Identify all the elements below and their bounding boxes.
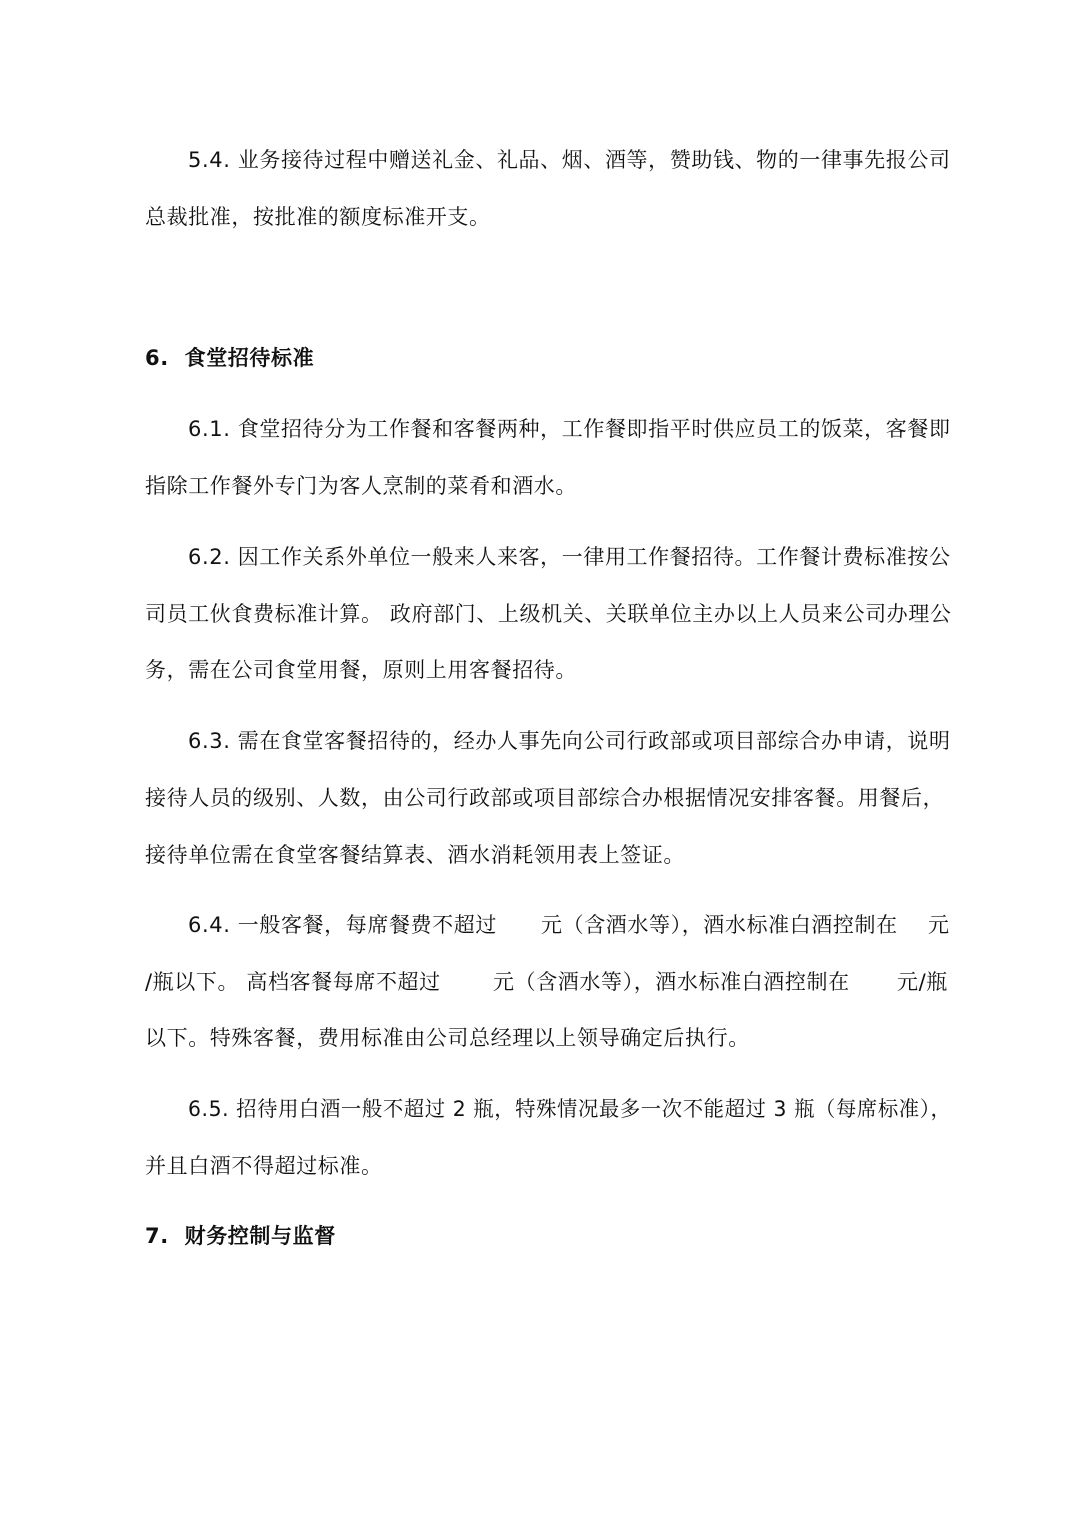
- para-6-5-line-2: 并且白酒不得超过标准。: [145, 1154, 383, 1178]
- para-6-2-line-3: 务，需在公司食堂用餐，原则上用客餐招待。: [145, 658, 577, 682]
- para-6-5-line-1: 6.5. 招待用白酒一般不超过 2 瓶，特殊情况最多一次不能超过 3 瓶（每席标准），: [188, 1097, 952, 1121]
- para-6-4-line-2b: 元（含酒水等），酒水标准白酒控制在: [493, 970, 850, 994]
- para-5-4-line-1: 5.4. 业务接待过程中赠送礼金、礼品、烟、酒等，赞助钱、物的一律事先报公司: [188, 148, 951, 172]
- para-6-4-line-1a: 6.4. 一般客餐，每席餐费不超过: [188, 913, 497, 937]
- para-6-2-line-1: 6.2. 因工作关系外单位一般来人来客，一律用工作餐招待。工作餐计费标准按公: [188, 545, 951, 569]
- para-6-4-line-3: 以下。特殊客餐，费用标准由公司总经理以上领导确定后执行。: [145, 1026, 750, 1050]
- para-6-2-line-2: 司员工伙食费标准计算。 政府部门、上级机关、关联单位主办以上人员来公司办理公: [145, 602, 952, 626]
- para-6-3-line-2: 接待人员的级别、人数，由公司行政部或项目部综合办根据情况安排客餐。用餐后，: [145, 786, 945, 810]
- para-6-3-line-1: 6.3. 需在食堂客餐招待的，经办人事先向公司行政部或项目部综合办申请，说明: [188, 729, 951, 753]
- para-6-4-line-1b: 元（含酒水等），酒水标准白酒控制在: [541, 913, 898, 937]
- section-6-heading: 6. 食堂招待标准: [145, 346, 315, 370]
- para-5-4-line-2: 总裁批准，按批准的额度标准开支。: [145, 205, 491, 229]
- para-6-4-line-2a: /瓶以下。 高档客餐每席不超过: [145, 970, 441, 994]
- para-6-3-line-3: 接待单位需在食堂客餐结算表、酒水消耗领用表上签证。: [145, 843, 685, 867]
- para-6-4-line-2c: 元/瓶: [897, 970, 948, 994]
- para-6-1-line-1: 6.1. 食堂招待分为工作餐和客餐两种，工作餐即指平时供应员工的饭菜，客餐即: [188, 417, 951, 441]
- para-6-4-line-1c: 元: [928, 913, 950, 937]
- para-6-1-line-2: 指除工作餐外专门为客人烹制的菜肴和酒水。: [145, 474, 577, 498]
- section-7-heading: 7. 财务控制与监督: [145, 1224, 336, 1248]
